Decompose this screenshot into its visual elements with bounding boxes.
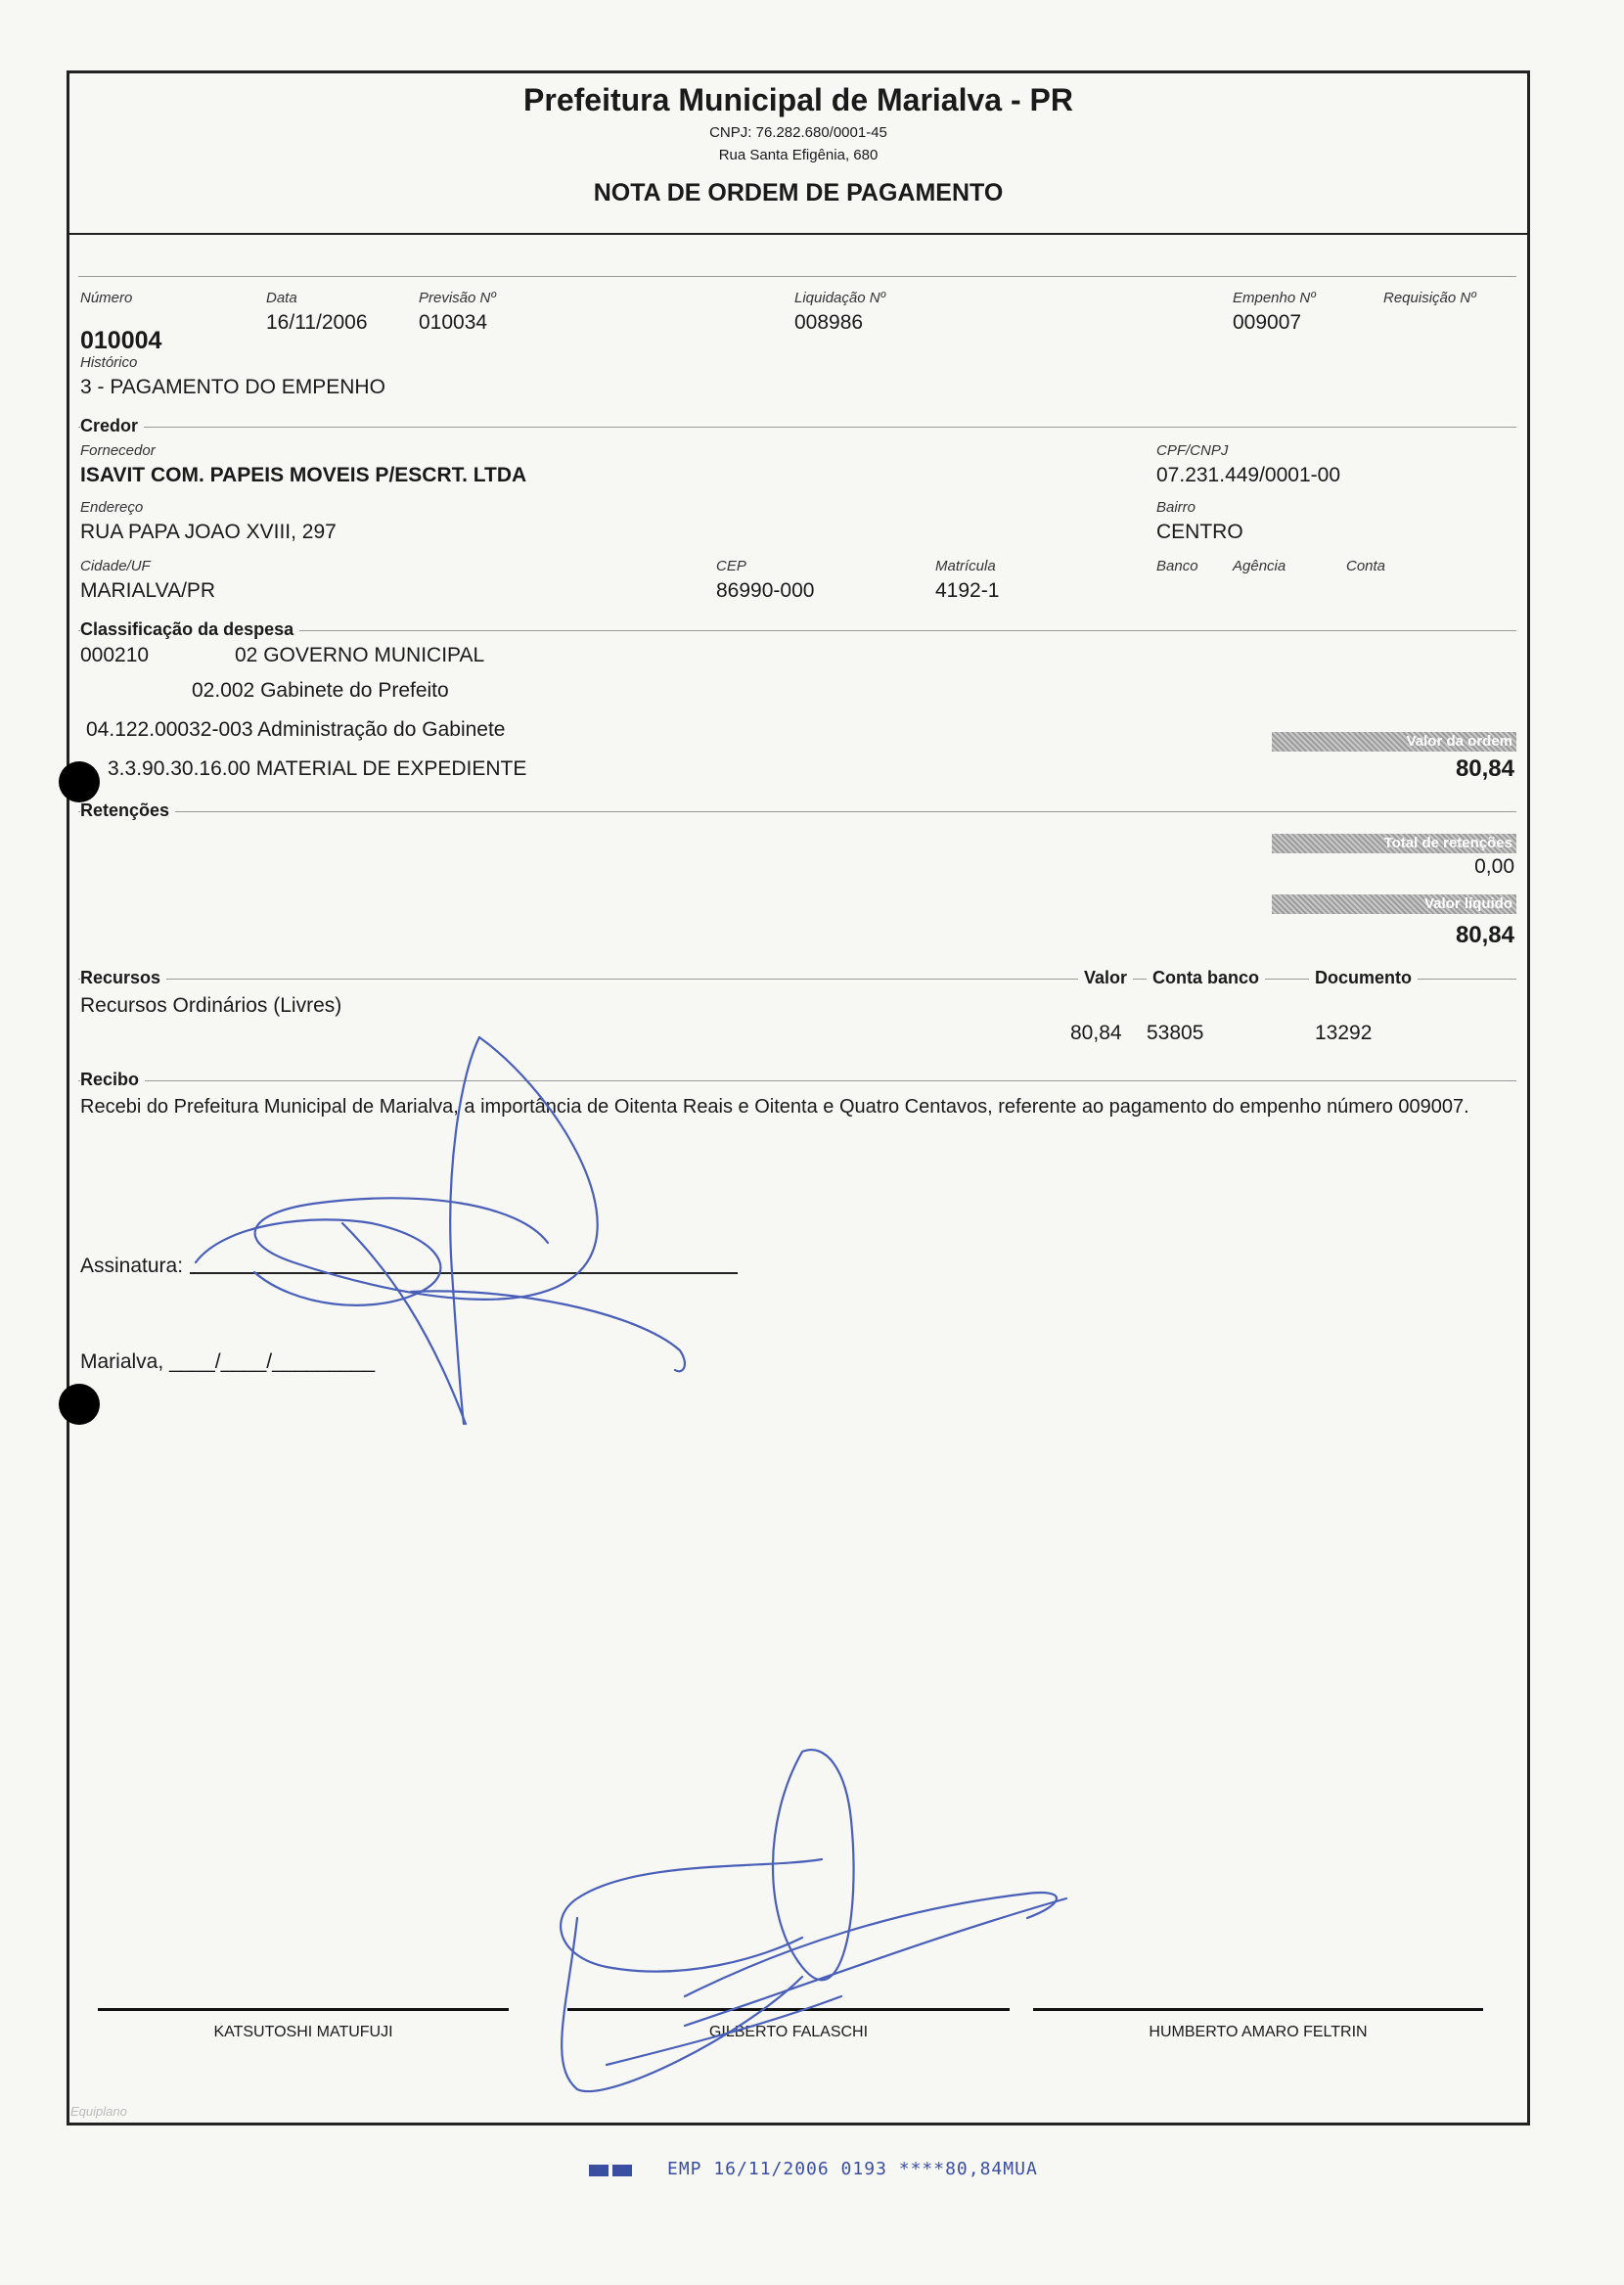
recursos-documento-header: Documento	[1309, 968, 1418, 988]
numero-label: Número	[80, 290, 133, 306]
fornecedor-value: ISAVIT COM. PAPEIS MOVEIS P/ESCRT. LTDA	[80, 464, 527, 486]
cep-value: 86990-000	[716, 579, 815, 602]
classificacao-line4: 3.3.90.30.16.00 MATERIAL DE EXPEDIENTE	[108, 757, 527, 780]
bairro-label: Bairro	[1156, 499, 1196, 516]
punch-hole-top	[59, 761, 100, 802]
recursos-section: Recursos	[80, 968, 166, 988]
signatory-1: KATSUTOSHI MATUFUJI	[213, 2024, 393, 2040]
cep-label: CEP	[716, 558, 746, 574]
classificacao-code: 000210	[80, 644, 150, 666]
classificacao-line1: 02 GOVERNO MUNICIPAL	[235, 644, 485, 666]
data-value: 16/11/2006	[266, 311, 368, 334]
valor-liquido-value: 80,84	[1455, 922, 1514, 948]
assinatura-label: Assinatura:	[80, 1255, 184, 1277]
recursos-fonte: Recursos Ordinários (Livres)	[80, 994, 342, 1017]
local-data-label: Marialva, ____/____/_________	[80, 1350, 376, 1373]
software-footer: Equiplano	[70, 2104, 127, 2119]
historico-label: Histórico	[80, 354, 138, 371]
conta-label: Conta	[1346, 558, 1386, 574]
cidade-label: Cidade/UF	[80, 558, 151, 574]
recursos-valor-header: Valor	[1078, 968, 1133, 988]
empenho-value: 009007	[1233, 311, 1302, 334]
bank-stamp: EMP 16/11/2006 0193 ****80,84MUA	[667, 2159, 1038, 2179]
header-title: Prefeitura Municipal de Marialva - PR	[523, 82, 1073, 117]
cpf-value: 07.231.449/0001-00	[1156, 464, 1341, 486]
recibo-section: Recibo	[80, 1070, 145, 1090]
empenho-label: Empenho Nº	[1233, 290, 1316, 306]
fornecedor-label: Fornecedor	[80, 442, 156, 459]
bairro-value: CENTRO	[1156, 521, 1243, 543]
endereco-label: Endereço	[80, 499, 144, 516]
header-address: Rua Santa Efigênia, 680	[718, 147, 879, 163]
previsao-label: Previsão Nº	[419, 290, 496, 306]
valor-ordem-value: 80,84	[1455, 755, 1514, 782]
recursos-valor: 80,84	[1070, 1022, 1122, 1044]
recursos-conta-header: Conta banco	[1147, 968, 1265, 988]
signatory-3: HUMBERTO AMARO FELTRIN	[1149, 2024, 1368, 2040]
matricula-label: Matrícula	[935, 558, 996, 574]
classificacao-section: Classificação da despesa	[80, 619, 299, 640]
historico-value: 3 - PAGAMENTO DO EMPENHO	[80, 376, 385, 398]
endereco-value: RUA PAPA JOAO XVIII, 297	[80, 521, 337, 543]
cidade-value: MARIALVA/PR	[80, 579, 216, 602]
total-retencoes-label: Total de retenções	[1383, 835, 1512, 851]
credor-section: Credor	[80, 416, 144, 436]
header-cnpj: CNPJ: 76.282.680/0001-45	[709, 124, 887, 141]
valor-liquido-label: Valor líquido	[1423, 895, 1512, 912]
punch-hole-bottom	[59, 1384, 100, 1425]
recursos-conta: 53805	[1147, 1022, 1204, 1044]
recibo-text: Recebi do Prefeitura Municipal de Marialva, a importância de Oitenta Reais e Oitenta e Quatro Centavos, referente ao pagamento do empenho número 009007.	[80, 1096, 1469, 1118]
matricula-value: 4192-1	[935, 579, 1000, 602]
banco-label: Banco	[1156, 558, 1198, 574]
valor-ordem-label: Valor da ordem	[1406, 733, 1512, 750]
numero-value: 010004	[80, 327, 162, 354]
cpf-label: CPF/CNPJ	[1156, 442, 1229, 459]
signatory-2: GILBERTO FALASCHI	[708, 2024, 869, 2040]
document-title: NOTA DE ORDEM DE PAGAMENTO	[593, 179, 1004, 206]
requisicao-label: Requisição Nº	[1383, 290, 1476, 306]
classificacao-line2: 02.002 Gabinete do Prefeito	[192, 679, 449, 702]
liquidacao-value: 008986	[794, 311, 864, 334]
classificacao-line3: 04.122.00032-003 Administração do Gabinete	[86, 718, 506, 741]
liquidacao-label: Liquidação Nº	[794, 290, 886, 306]
retencoes-section: Retenções	[80, 800, 175, 821]
recursos-documento: 13292	[1315, 1022, 1373, 1044]
total-retencoes-value: 0,00	[1474, 855, 1514, 878]
previsao-value: 010034	[419, 311, 488, 334]
data-label: Data	[266, 290, 297, 306]
agencia-label: Agência	[1233, 558, 1286, 574]
